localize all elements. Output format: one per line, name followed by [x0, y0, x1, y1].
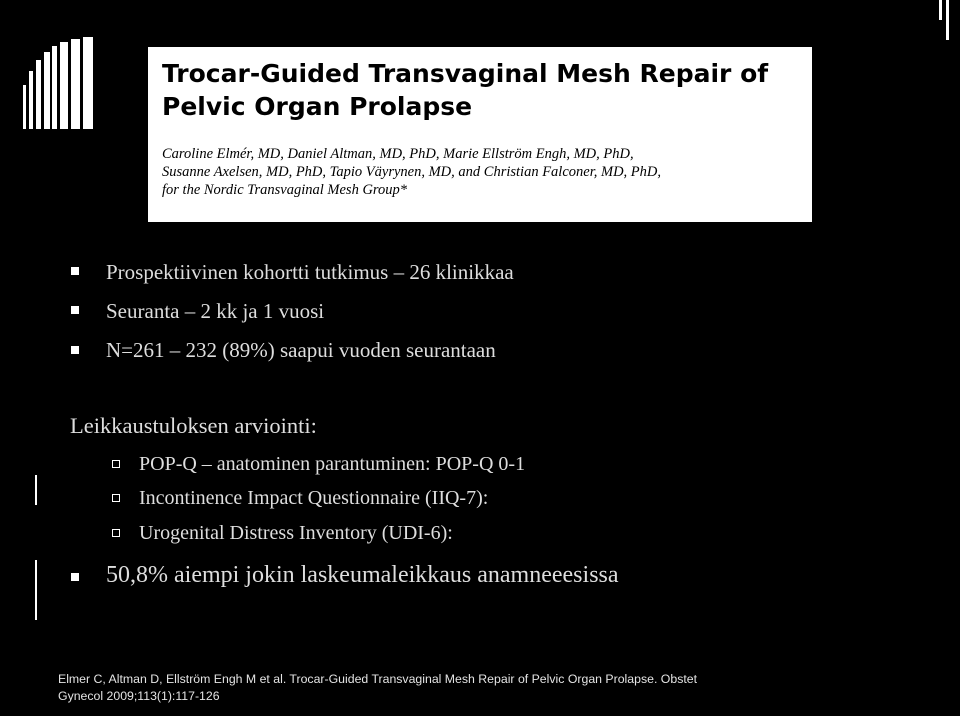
reference-line2: Gynecol 2009;113(1):117-126: [58, 689, 220, 703]
bullet-cohort: Prospektiivinen kohortti tutkimus – 26 klinikkaa: [106, 260, 514, 284]
reference: [58, 671, 778, 705]
decor-stripe: [35, 560, 37, 620]
bullet-outline-icon: [112, 529, 120, 537]
assessment-item-popq: POP-Q – anatominen parantuminen: POP-Q 0-1: [139, 453, 526, 475]
bullet-square-icon: [71, 346, 79, 354]
paper-header: [148, 47, 812, 222]
reference-line1: Elmer C, Altman D, Ellström Engh M et al. Trocar-Guided Transvaginal Mesh Repair of Pelvic Organ Prolapse. Obstet: [58, 672, 698, 686]
assessment-heading: Leikkaustuloksen arviointi:: [70, 413, 317, 438]
assessment-item-udi: Urogenital Distress Inventory (UDI-6):: [139, 522, 453, 544]
bullet-outline-icon: [112, 460, 120, 468]
decor-stripe: [83, 37, 93, 129]
bullet-n: N=261 – 232 (89%) saapui vuoden seurantaan: [106, 338, 496, 362]
decor-stripe: [36, 60, 41, 129]
paper-authors: [162, 145, 661, 199]
paper-title-line1: Trocar-Guided Transvaginal Mesh Repair of: [162, 59, 769, 88]
decor-stripe: [29, 71, 33, 129]
decor-stripe: [52, 46, 57, 129]
bullet-square-icon: [71, 306, 79, 314]
paper-title: [162, 57, 768, 123]
bullet-outline-icon: [112, 494, 120, 502]
assessment-item-iiq: Incontinence Impact Questionnaire (IIQ-7):: [139, 487, 489, 509]
bullet-square-icon: [71, 573, 79, 581]
finding-text: 50,8% aiempi jokin laskeumaleikkaus anamneeesissa: [106, 562, 619, 588]
decor-stripe: [35, 475, 37, 505]
decor-stripe: [60, 42, 68, 129]
authors-line3: for the Nordic Transvaginal Mesh Group*: [162, 182, 408, 198]
authors-line2: Susanne Axelsen, MD, PhD, Tapio Väyrynen, MD, and Christian Falconer, MD, PhD,: [162, 164, 661, 180]
decor-stripe: [23, 85, 26, 129]
decor-stripe: [44, 52, 50, 129]
authors-line1: Caroline Elmér, MD, Daniel Altman, MD, PhD, Marie Ellström Engh, MD, PhD,: [162, 146, 634, 162]
paper-title-line2: Pelvic Organ Prolapse: [162, 92, 473, 121]
decor-stripe: [946, 0, 949, 40]
decor-stripe: [939, 0, 942, 20]
bullet-square-icon: [71, 267, 79, 275]
bullet-followup: Seuranta – 2 kk ja 1 vuosi: [106, 299, 325, 323]
decor-stripe: [71, 39, 80, 129]
